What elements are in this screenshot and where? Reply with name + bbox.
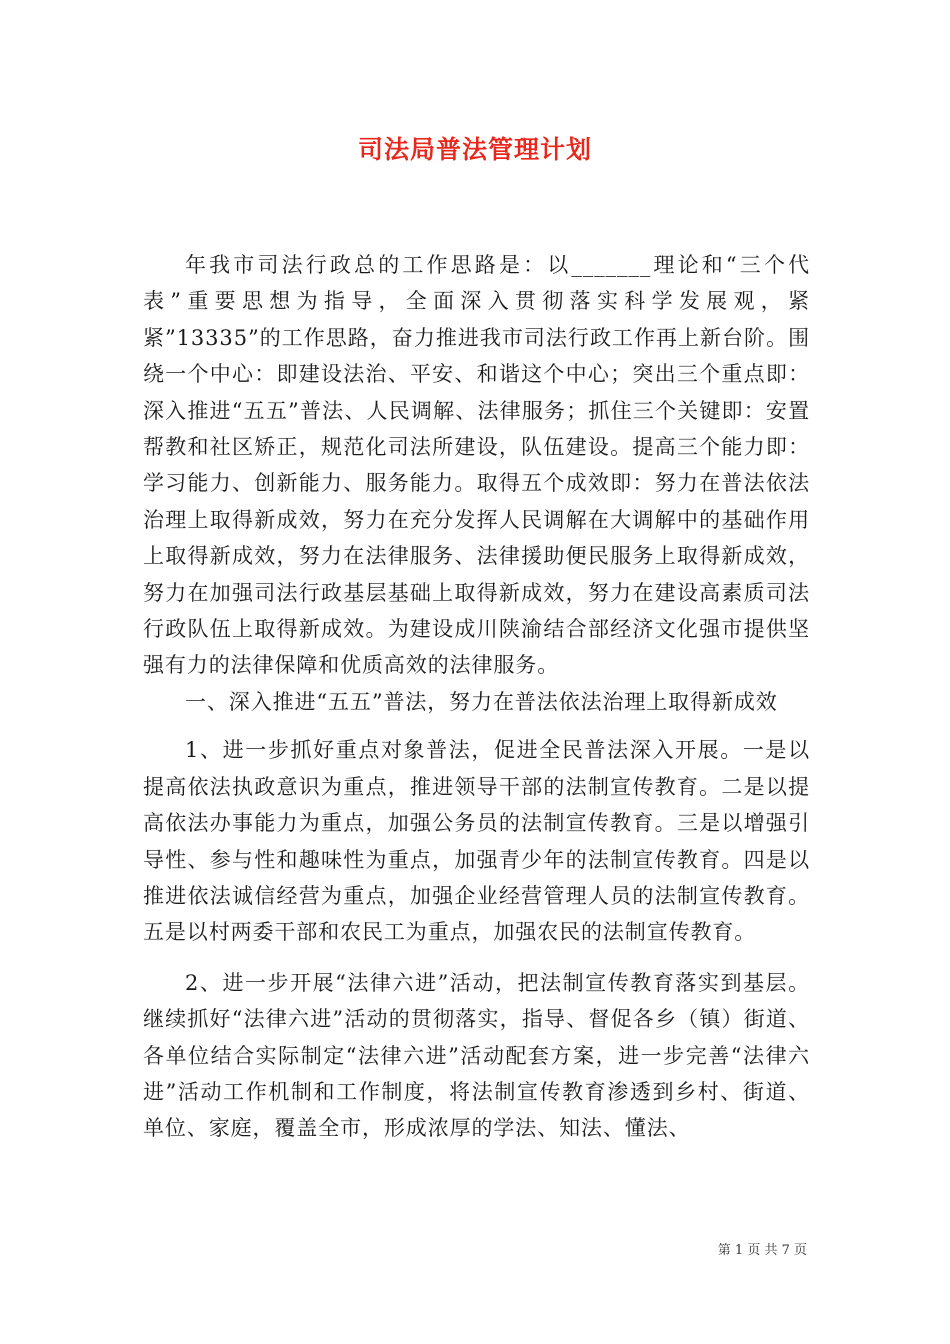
paragraph-work-ideas: 年我市司法行政总的工作思路是：以_______理论和“三个代表”重要思想为指导，全面深入贯彻落实科学发展观，紧紧”13335”的工作思路，奋力推进我市司法行政工作再上新台阶。围绕一个中心：即建设法治、平安、和谐这个中心；突出三个重点即：深入推进“五五”普法、人民调解、法律服务；抓住三个关键即：安置帮教和社区矫正，规范化司法所建设，队伍建设。提高三个能力即：学习能力、创新能力、服务能力。取得五个成效即：努力在普法依法治理上取得新成效，努力在充分发挥人民调解在大调解中的基础作用上取得新成效，努力在法律服务、法律援助便民服务上取得新成效，努力在加强司法行政基层基础上取得新成效，努力在建设高素质司法行政队伍上取得新成效。为建设成川陕渝结合部经济文化强市提供坚强有力的法律保障和优质高效的法律服务。 [143, 253, 810, 678]
section-heading-1: 一、深入推进“五五”普法，努力在普法依法治理上取得新成效 [185, 689, 778, 714]
paragraph-item-1: 1、进一步抓好重点对象普法，促进全民普法深入开展。一是以提高依法执政意识为重点，推进领导干部的法制宣传教育。二是以提高依法办事能力为重点，加强公务员的法制宣传教育。三是以增强引导性、参与性和趣味性为重点，加强青少年的法制宣传教育。四是以推进依法诚信经营为重点，加强企业经营管理人员的法制宣传教育。五是以村两委干部和农民工为重点，加强农民的法制宣传教育。 [143, 738, 810, 945]
document-body [143, 247, 810, 1147]
document-title: 司法局普法管理计划 [357, 135, 592, 164]
page-number: 第 1 页 共 7 页 [717, 1243, 807, 1258]
paragraph-item-2: 2、进一步开展“法律六进”活动，把法制宣传教育落实到基层。继续抓好“法律六进”活动的贯彻落实，指导、督促各乡（镇）街道、各单位结合实际制定“法律六进”活动配套方案，进一步完善“法律六进”活动工作机制和工作制度，将法制宣传教育渗透到乡村、街道、单位、家庭，覆盖全市，形成浓厚的学法、知法、懂法、 [143, 970, 810, 1141]
